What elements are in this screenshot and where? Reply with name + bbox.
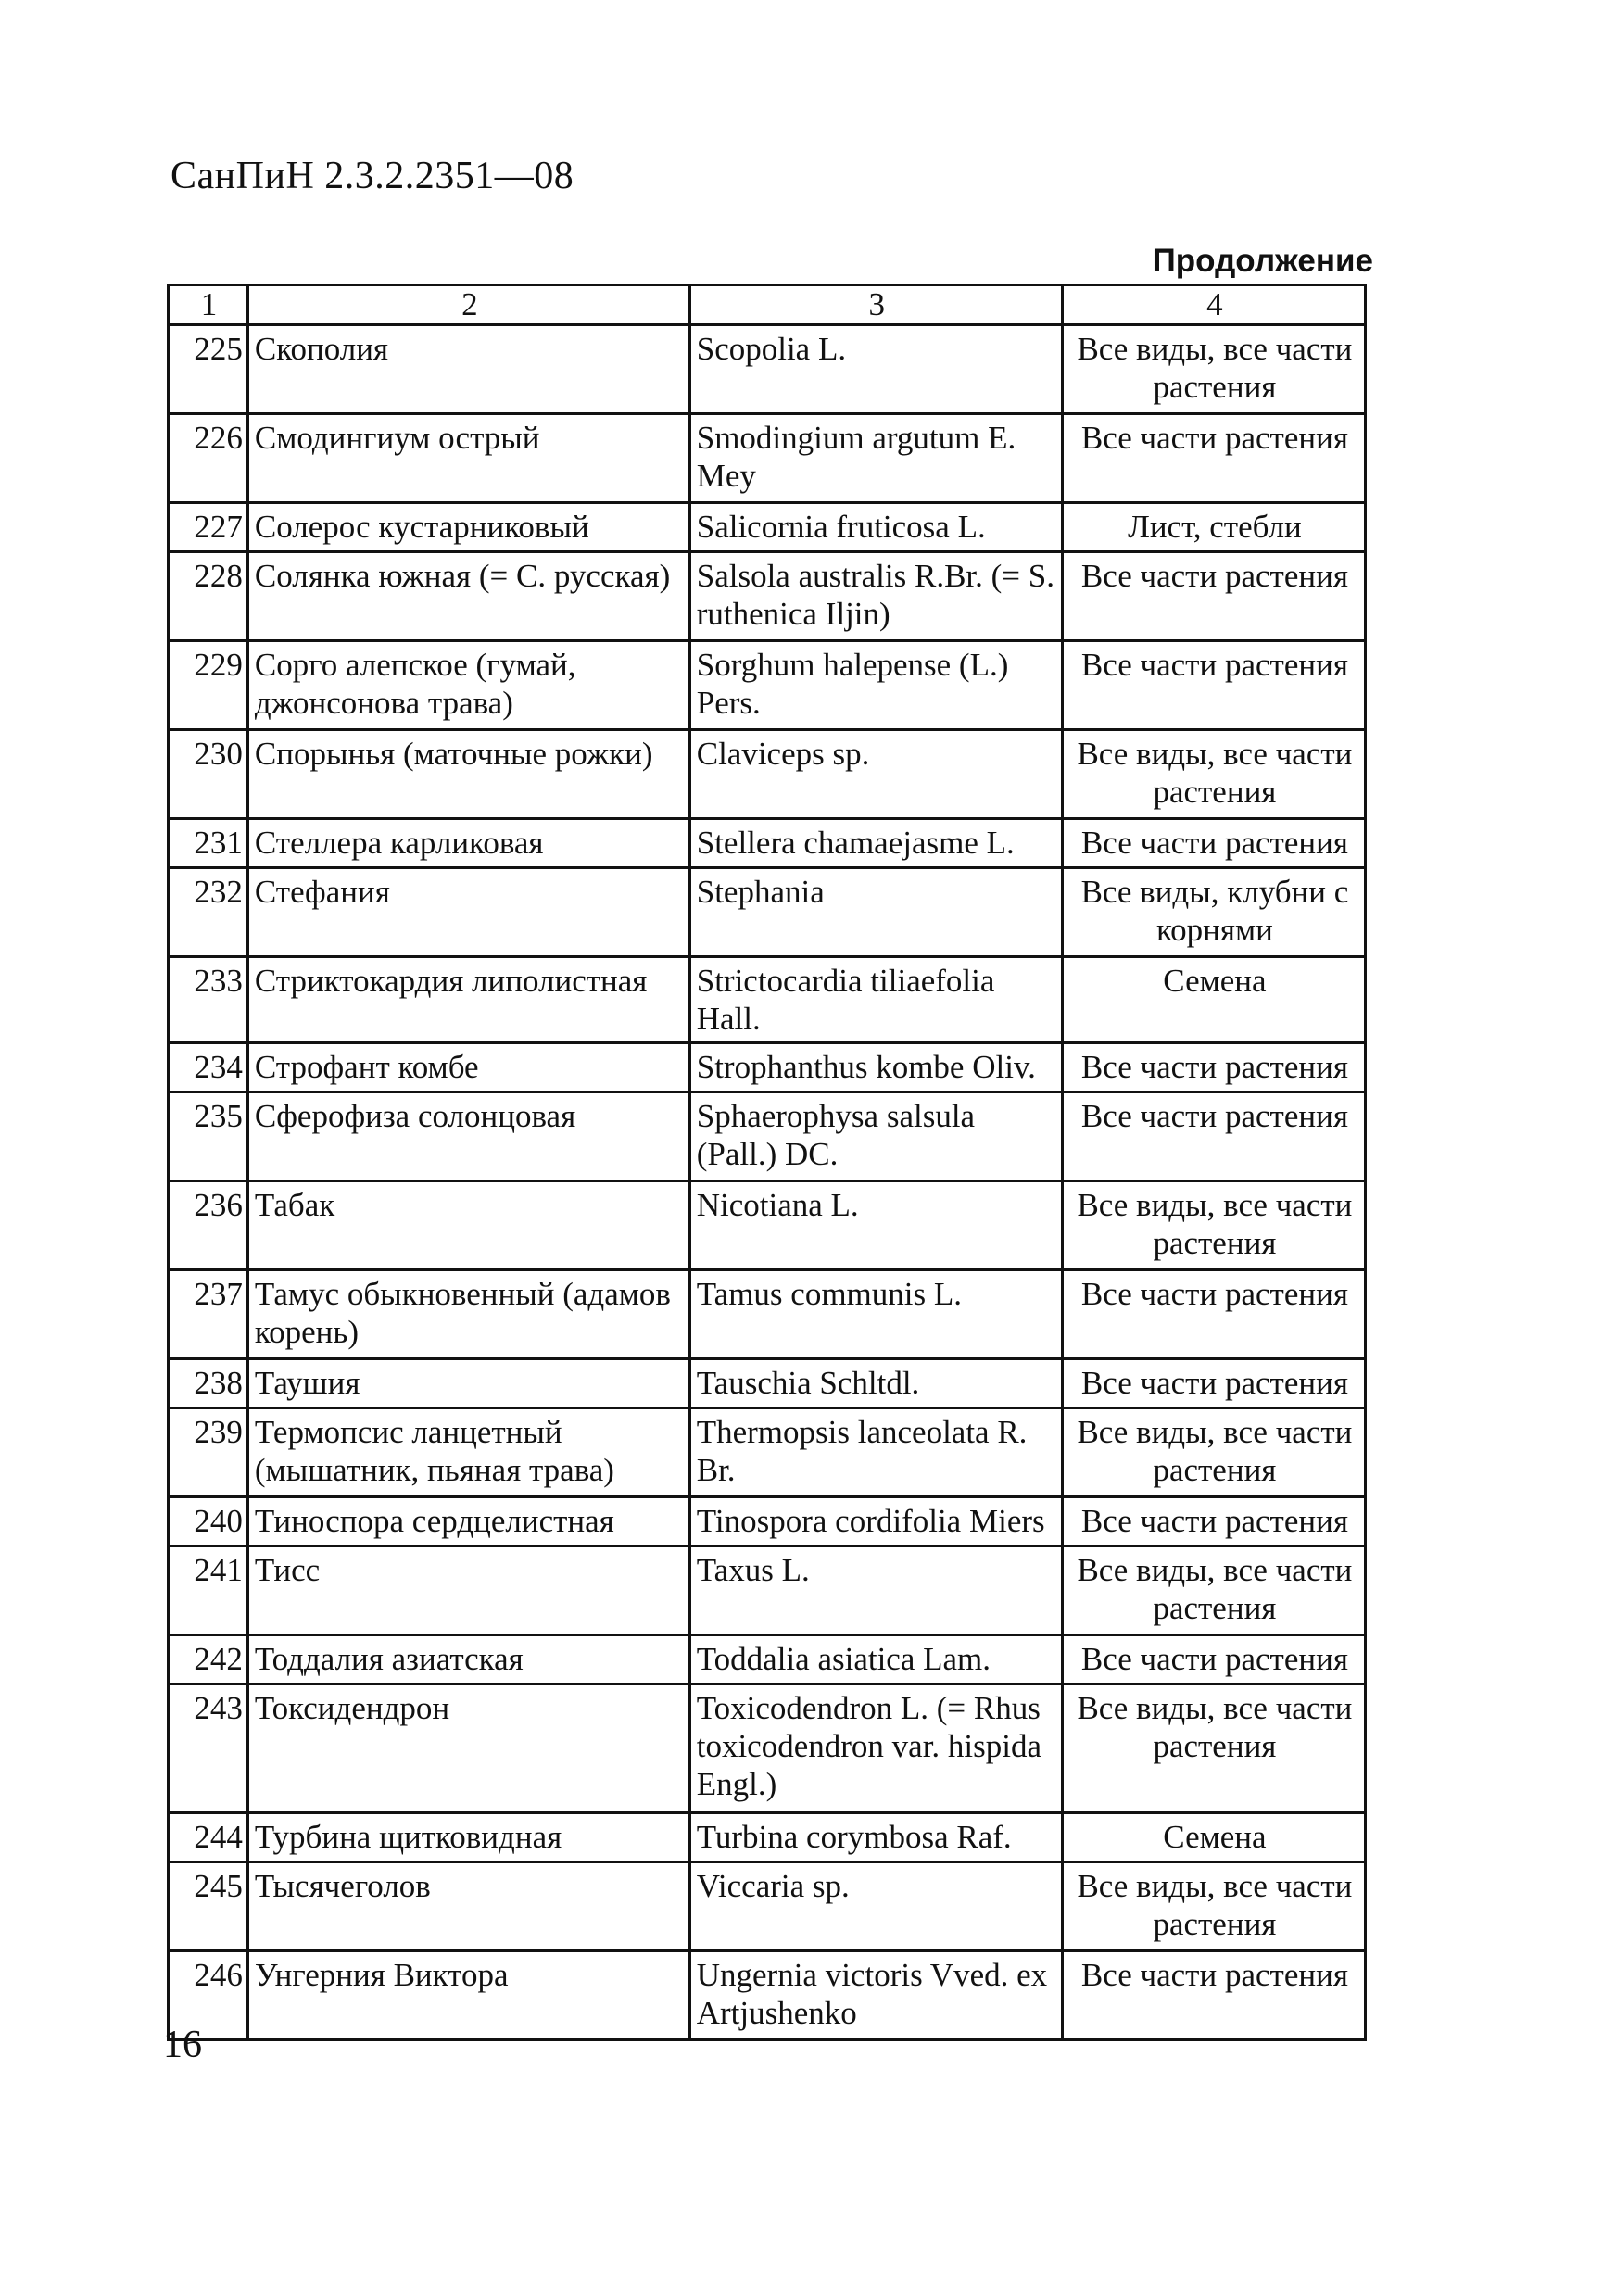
latin-name: Tamus communis L. bbox=[689, 1270, 1062, 1359]
plant-part: Все части растения bbox=[1062, 1951, 1365, 2040]
latin-name: Salicornia fruticosa L. bbox=[689, 503, 1062, 552]
plant-part: Все виды, клубни с корнями bbox=[1062, 868, 1365, 957]
plant-part: Все виды, все части растения bbox=[1062, 1408, 1365, 1497]
plant-part: Все виды, все части растения bbox=[1062, 730, 1365, 819]
latin-name: Stephania bbox=[689, 868, 1062, 957]
latin-name: Turbina corymbosa Raf. bbox=[689, 1813, 1062, 1862]
plant-part: Все виды, все части растения bbox=[1062, 1181, 1365, 1270]
plant-part: Все виды, все части растения bbox=[1062, 1862, 1365, 1951]
plant-name: Унгерния Виктора bbox=[247, 1951, 689, 2040]
plant-part: Все части растения bbox=[1062, 1092, 1365, 1181]
latin-name: Thermopsis lanceolata R. Br. bbox=[689, 1408, 1062, 1497]
page-number: 16 bbox=[163, 2024, 202, 2066]
table-row bbox=[169, 1546, 1366, 1635]
latin-name: Tinospora cordifolia Miers bbox=[689, 1497, 1062, 1546]
table-row bbox=[169, 1684, 1366, 1813]
row-number: 227 bbox=[169, 503, 248, 552]
latin-name: Toxicodendron L. (= Rhus toxicodendron var. hispida Engl.) bbox=[689, 1684, 1062, 1813]
row-number: 243 bbox=[169, 1684, 248, 1813]
table-row bbox=[169, 1359, 1366, 1408]
plant-name: Тоддалия азиатская bbox=[247, 1635, 689, 1684]
plant-part: Все виды, все части растения bbox=[1062, 1684, 1365, 1813]
table-row bbox=[169, 1635, 1366, 1684]
plant-part: Семена bbox=[1062, 1813, 1365, 1862]
plant-name: Сорго алепское (гумай, джонсонова трава) bbox=[247, 641, 689, 730]
row-number: 225 bbox=[169, 325, 248, 414]
plant-name: Тисс bbox=[247, 1546, 689, 1635]
plant-name: Стриктокардия липолистная bbox=[247, 957, 689, 1043]
latin-name: Smodingium argutum E. Mey bbox=[689, 414, 1062, 503]
plant-name: Таушия bbox=[247, 1359, 689, 1408]
row-number: 242 bbox=[169, 1635, 248, 1684]
row-number: 234 bbox=[169, 1043, 248, 1092]
plant-name: Солерос кустарниковый bbox=[247, 503, 689, 552]
plant-name: Спорынья (маточные рожки) bbox=[247, 730, 689, 819]
row-number: 237 bbox=[169, 1270, 248, 1359]
plant-part: Все части растения bbox=[1062, 819, 1365, 868]
column-header: 2 bbox=[247, 285, 689, 325]
plant-name: Тиноспора сердцелистная bbox=[247, 1497, 689, 1546]
table-row bbox=[169, 325, 1366, 414]
table-row bbox=[169, 641, 1366, 730]
table-row bbox=[169, 1813, 1366, 1862]
table-row bbox=[169, 1862, 1366, 1951]
row-number: 235 bbox=[169, 1092, 248, 1181]
table-row bbox=[169, 957, 1366, 1043]
latin-name: Viccaria sp. bbox=[689, 1862, 1062, 1951]
table-row bbox=[169, 1092, 1366, 1181]
row-number: 233 bbox=[169, 957, 248, 1043]
plants-table bbox=[167, 284, 1367, 2041]
plant-part: Все части растения bbox=[1062, 552, 1365, 641]
plant-name: Тамус обыкновенный (адамов корень) bbox=[247, 1270, 689, 1359]
table-continuation-label: Продолжение bbox=[1152, 243, 1373, 279]
table-row bbox=[169, 1497, 1366, 1546]
row-number: 226 bbox=[169, 414, 248, 503]
latin-name: Strictocardia tiliaefolia Hall. bbox=[689, 957, 1062, 1043]
plant-part: Семена bbox=[1062, 957, 1365, 1043]
latin-name: Sorghum halepense (L.) Pers. bbox=[689, 641, 1062, 730]
plant-part: Все части растения bbox=[1062, 1635, 1365, 1684]
plant-part: Все части растения bbox=[1062, 1043, 1365, 1092]
plant-name: Табак bbox=[247, 1181, 689, 1270]
plant-name: Термопсис ланцетный (мышатник, пьяная трава) bbox=[247, 1408, 689, 1497]
row-number: 230 bbox=[169, 730, 248, 819]
plant-part: Все части растения bbox=[1062, 1359, 1365, 1408]
row-number: 240 bbox=[169, 1497, 248, 1546]
table-row bbox=[169, 552, 1366, 641]
document-code: СанПиН 2.3.2.2351—08 bbox=[170, 155, 574, 197]
plant-part: Все части растения bbox=[1062, 1270, 1365, 1359]
plant-name: Токсидендрон bbox=[247, 1684, 689, 1813]
row-number: 229 bbox=[169, 641, 248, 730]
plant-part: Все части растения bbox=[1062, 414, 1365, 503]
table-row bbox=[169, 1270, 1366, 1359]
latin-name: Stellera chamaejasme L. bbox=[689, 819, 1062, 868]
row-number: 241 bbox=[169, 1546, 248, 1635]
column-header: 1 bbox=[169, 285, 248, 325]
latin-name: Sphaerophysa salsula (Pall.) DC. bbox=[689, 1092, 1062, 1181]
row-number: 239 bbox=[169, 1408, 248, 1497]
plant-name: Тысячеголов bbox=[247, 1862, 689, 1951]
plant-name: Солянка южная (= С. русская) bbox=[247, 552, 689, 641]
column-header: 4 bbox=[1062, 285, 1365, 325]
table-row bbox=[169, 730, 1366, 819]
row-number: 228 bbox=[169, 552, 248, 641]
plant-part: Все части растения bbox=[1062, 641, 1365, 730]
latin-name: Claviceps sp. bbox=[689, 730, 1062, 819]
row-number: 231 bbox=[169, 819, 248, 868]
table-row bbox=[169, 503, 1366, 552]
row-number: 246 bbox=[169, 1951, 248, 2040]
plant-name: Сферофиза солонцовая bbox=[247, 1092, 689, 1181]
latin-name: Scopolia L. bbox=[689, 325, 1062, 414]
latin-name: Ungernia victoris Vved. ex Artjushenko bbox=[689, 1951, 1062, 2040]
row-number: 232 bbox=[169, 868, 248, 957]
latin-name: Salsola australis R.Br. (= S. ruthenica Iljin) bbox=[689, 552, 1062, 641]
plant-part: Все виды, все части растения bbox=[1062, 325, 1365, 414]
latin-name: Taxus L. bbox=[689, 1546, 1062, 1635]
plant-part: Все виды, все части растения bbox=[1062, 1546, 1365, 1635]
table-row bbox=[169, 1181, 1366, 1270]
latin-name: Toddalia asiatica Lam. bbox=[689, 1635, 1062, 1684]
row-number: 236 bbox=[169, 1181, 248, 1270]
plant-name: Стеллера карликовая bbox=[247, 819, 689, 868]
plant-part: Все части растения bbox=[1062, 1497, 1365, 1546]
plant-name: Смодингиум острый bbox=[247, 414, 689, 503]
plant-name: Скополия bbox=[247, 325, 689, 414]
row-number: 245 bbox=[169, 1862, 248, 1951]
latin-name: Tauschia Schltdl. bbox=[689, 1359, 1062, 1408]
table-row bbox=[169, 1951, 1366, 2040]
plant-part: Лист, стебли bbox=[1062, 503, 1365, 552]
table-row bbox=[169, 819, 1366, 868]
plant-name: Турбина щитковидная bbox=[247, 1813, 689, 1862]
latin-name: Strophanthus kombe Oliv. bbox=[689, 1043, 1062, 1092]
table-row bbox=[169, 1043, 1366, 1092]
table-row bbox=[169, 1408, 1366, 1497]
row-number: 244 bbox=[169, 1813, 248, 1862]
plant-name: Стефания bbox=[247, 868, 689, 957]
column-header: 3 bbox=[689, 285, 1062, 325]
table-header-row bbox=[169, 285, 1366, 325]
latin-name: Nicotiana L. bbox=[689, 1181, 1062, 1270]
table-row bbox=[169, 414, 1366, 503]
row-number: 238 bbox=[169, 1359, 248, 1408]
plant-name: Строфант комбе bbox=[247, 1043, 689, 1092]
table-row bbox=[169, 868, 1366, 957]
